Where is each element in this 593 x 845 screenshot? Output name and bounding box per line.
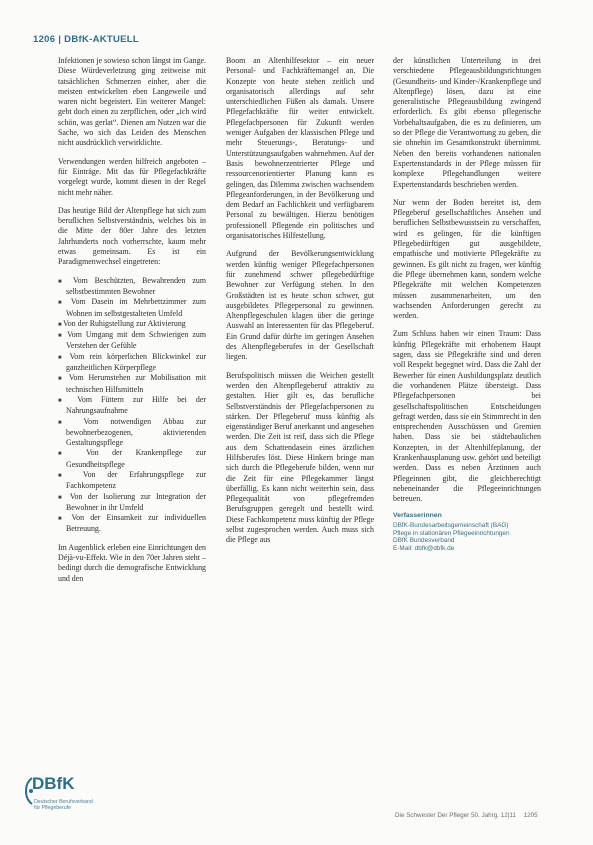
logo-subtitle bbox=[34, 799, 93, 811]
list-item: ■ Vom Dasein im Mehrbettzimmer zum Wohnen im selbstgestalteten Umfeld bbox=[58, 297, 206, 319]
paragraph: Das heutige Bild der Altenpflege hat sich zum beruflichen Selbstverständnis, welches bis in die Mitte der 80er Jahre des letzten Jahrhunderts noch vorherrschte, kaum mehr etwas gemeinsam. Es ist ein Paradigmenwechsel eingetreten: bbox=[58, 205, 206, 267]
paragraph: Berufspolitisch müssen die Weichen gestellt werden den Altenpflegeberuf attraktiv zu gestalten. Hier gilt es, das berufliche Selbstverständnis der Pflegefachpersonen zu stärken. Der Pflegeberuf muss künftig als eigenständiger Beruf anerkannt und angesehen werden. Die Zeit ist reif, dass sich die Pflege aus dem Schattendasein eines ärztlichen Hilfsberufes löst. Diese Hinkern bringe man sich durch die Pflegeberufe bilden, wenn nur die Zeit für eine Pflegekammer längst überfällig. Es kann nicht weiterhin sein, dass Pflegequalität von pflegefremden Berufsgruppen geregelt und bestellt wird. Diese Fachkompetenz muss künftig der Pflege selbst zugesprochen werden. Auch muss sich die Pflege aus bbox=[226, 370, 374, 545]
list-item: ■ Vom Umgang mit dem Schwierigen zum Verstehen der Gefühle bbox=[58, 330, 206, 352]
list-item: ■ Von der Erfahrungspflege zur Fachkompetenz bbox=[58, 470, 206, 492]
author-note-line: Pflege in stationären Pflegeeinrichtungen bbox=[393, 529, 510, 537]
list-item: ■ Von der Krankenpflege zur Gesundheitspflege bbox=[58, 448, 206, 470]
list-item: ■ Vom Beschützten, Bewahrenden zum selbstbestimmten Bewohner bbox=[58, 276, 206, 298]
list-item: ■ Von der Ruhigstellung zur Aktivierung bbox=[58, 319, 206, 330]
paradigm-list bbox=[58, 276, 206, 535]
paragraph: Infektionen je sowieso schon längst im Gange. Diese Würdeverletzung ging zeitweise mit tatsächlichen Schmerzen einher, aber die meisten entwickelten eben Langeweile und waren nicht begeistert. Ein weiterer Mangel: gebt doch einen zu zerpflichen, oder „ich wird schön, was gerlat“. Dienen am Nutzen war die Sache, wo sich das Leiden des Menschen nicht ausdrücklich verwirklichte. bbox=[58, 56, 206, 148]
paragraph: Im Augenblick erleben eine Einrichtungen den Déjà-vu-Effekt. Wie in den 70er Jahren steht – bedingt durch die demografische Entwicklung und den bbox=[58, 542, 206, 583]
dbfk-logo bbox=[24, 774, 114, 820]
paragraph: der künstlichen Unterteilung in drei verschiedene Pflegeausbildungsrichtungen (Gesundheits- und Kinder-/Krankenpflege und Altenpflege) lösen, dazu ist eine generalistische Pflegeausbildung zwingend erforderlich. Es gibt ebenso pflegerische Vorbehaltsaufgaben, die es zu definieren, um so der Pflege die Verantwortung zu geben, die sie ohnehin im Gesamtkonstrukt übernimmt. Neben den bereits vorhandenen nationalen Expertenstandards in der Pflege müssen für komplexe Pflegehandlungen weitere Expertenstandards beschrieben werden. bbox=[393, 56, 541, 189]
author-note bbox=[393, 512, 541, 552]
author-note-line: E-Mail: dbfk@dbfk.de bbox=[393, 544, 455, 552]
list-item: ■ Vom notwendigen Abbau zur bewohnerbezogenen, aktivierenden Gestaltungspflege bbox=[58, 417, 206, 449]
text-column-2 bbox=[226, 56, 374, 554]
paragraph: Nur wenn der Boden bereitet ist, dem Pflegeberuf gesellschaftliches Ansehen und beruflichen Selbstbewusstsein zu verschaffen, wird es gelingen, für die künftigen Pflegebedürftigen gut ausgebildete, empathische und motivierte Pflegekräfte zu gewinnen. Es gilt nicht zu fragen, wer künftig die Pflege übernehmen kann, sondern welche Pflegekräfte mit welchen Kompetenzen müssen zusammenarbeiten, um den wachsenden Anforderungen gerecht zu werden. bbox=[393, 197, 541, 321]
author-note-line: DBfK-Bundesarbeitsgemeinschaft (BAG) bbox=[393, 522, 509, 530]
section-header: 1206 | DBfK-AKTUELL bbox=[33, 34, 140, 45]
text-column-3 bbox=[393, 56, 541, 552]
list-item: ■ Von der Isolierung zur Integration der Bewohner in ihr Umfeld bbox=[58, 492, 206, 514]
logo-subtitle-line: für Pflegeberufe bbox=[34, 805, 71, 811]
page-footer bbox=[395, 812, 538, 819]
list-item: ■ Vom Herumstehen zur Mobilisation mit technischen Hilfsmitteln bbox=[58, 373, 206, 395]
list-item: ■ Vom rein körperlichen Blickwinkel zur ganzheitlichen Körperpflege bbox=[58, 352, 206, 374]
text-column-1 bbox=[58, 56, 206, 592]
logo-wordmark: DBfK bbox=[32, 774, 75, 793]
author-note-heading: Verfasserinnen bbox=[393, 512, 442, 520]
journal-name: Die Schwester Der Pfleger 50. Jahrg. 12|11 bbox=[395, 812, 516, 819]
logo-subtitle-line: Deutscher Berufsverband bbox=[34, 799, 93, 805]
paragraph: Zum Schluss haben wir einen Traum: Dass künftig Pflegekräfte mit erhobenem Haupt sagen, dass sie Pflegekräfte sind und deren voll Respekt begegnet wird. Dass die Zahl der Bewerber für einen Ausbildungsplatz deutlich die vorhandenen Plätze übersteigt. Dass Pflegefachpersonen bei gesellschaftspolitischen Entscheidungen gefragt werden, dass sie ein Stimmrecht in den entsprechenden Ausschüssen und Gremien haben. Dass sie bei städtebaulichen Konzepten, in der Altenhilfeplanung, der Krankenhausplanung usw. gehört und beteiligt werden. Dass es neben Ärztinnen auch Pflegeinnen gibt, die gleichberechtigt nebeneinander die Pflegeeinrichtungen betreuen. bbox=[393, 329, 541, 504]
list-item: ■ Vom Füttern zur Hilfe bei der Nahrungsaufnahme bbox=[58, 395, 206, 417]
page-number: 1205 bbox=[523, 812, 538, 819]
paragraph: Verwendungen werden hilfreich angeboten – für Einträge. Mit das für Pflegefachkräfte vorgelegt wurde, kommt diesen in der Regel nicht mehr näher. bbox=[58, 156, 206, 197]
paragraph: Boom an Altenhilfesektor – ein neuer Personal- und Fachkräftemangel an. Die Konzepte von heute stehen zeitlich und organisatorisch allerdings auf sehr unterschiedlichen Füßen als damals. Unsere Pflegefachkräfte für weiter entwickelt. Pflegefachpersonen für Zukunft werden weniger Aufgaben der klassischen Pflege und mehr Steuerungs-, Beratungs- und Unterstützungsaufgaben wahrnehmen. Auf der Basis bewohnerzentrierter Pflege und ressourcenorientierter Planung kann es gelingen, das Dilemma zwischen wachsendem Pflegeanforderungen, in der Bevölkerung und dem Bedarf an Fachlichkeit und verfügbarem Personal zu bewältigen. Hierzu benötigen professionell Pflegende ein politisches und organisatorisches Hilfestellung. bbox=[226, 56, 374, 241]
paragraph: Aufgrund der Bevölkerungsentwicklung werden künftig weniger Pflegefachpersonen für zunehmend schwer pflegebedürftige Bewohner zur Verfügung stehen. In den Großstädten ist es heute schon schwer, gut ausgebildetes Pflegepersonal zu gewinnen. Altenpflegeschulen klagen über die geringe Auswahl an Interessenten für das Pflegeberuf. Ein Grund dafür dürfte im geringen Ansehen des Altenpflegeberufes in der Gesellschaft liegen. bbox=[226, 249, 374, 362]
list-item: ■ Von der Einsamkeit zur individuellen Betreuung. bbox=[58, 513, 206, 535]
author-note-line: DBfK Bundesverband bbox=[393, 537, 455, 545]
